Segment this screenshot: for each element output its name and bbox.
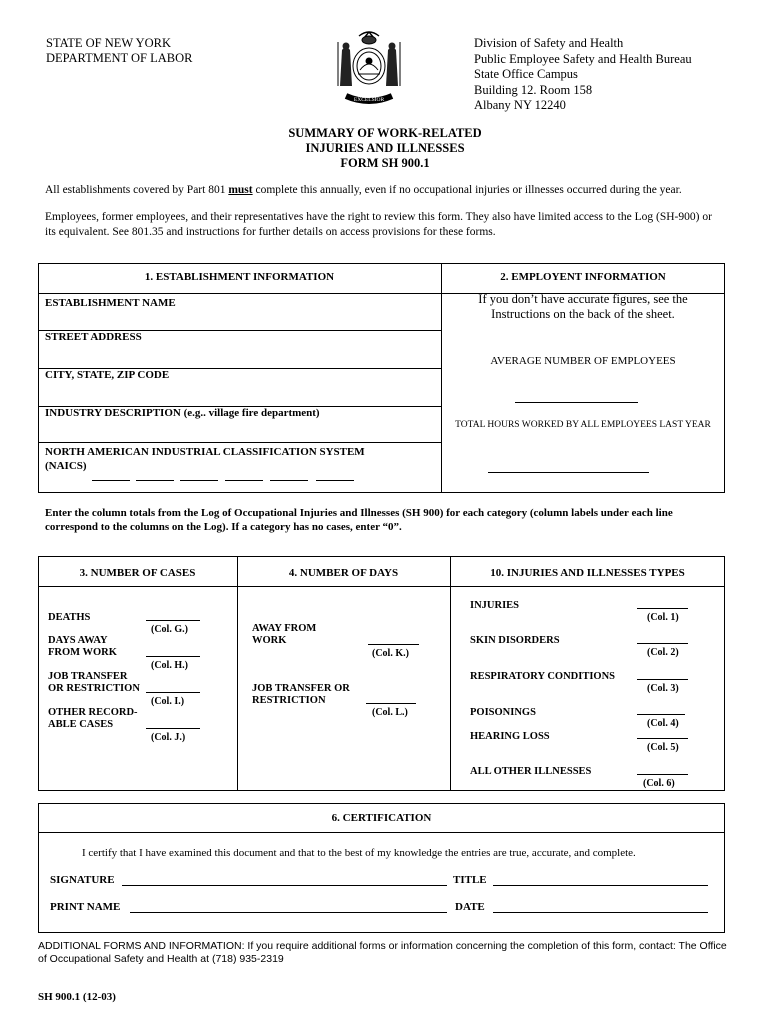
job-transfer-cases-field[interactable] <box>146 692 200 693</box>
naics-digit-field[interactable] <box>316 480 354 481</box>
injuries-field[interactable] <box>637 608 688 609</box>
title-label: TITLE <box>453 874 487 886</box>
poisonings-field[interactable] <box>637 714 685 715</box>
section2-heading: 2. EMPLOYENT INFORMATION <box>500 271 666 283</box>
emphasis: must <box>228 184 253 196</box>
state-seal-icon <box>326 28 412 108</box>
section4-heading: 4. NUMBER OF DAYS <box>288 567 399 579</box>
naics-digit-field[interactable] <box>225 480 263 481</box>
col-k-note: (Col. K.) <box>372 648 409 659</box>
street-address-label[interactable]: STREET ADDRESS <box>45 331 142 343</box>
bureau-address <box>474 36 692 114</box>
days-away-from-work-label: AWAY FROM WORK <box>252 623 317 646</box>
title-line: FORM SH 900.1 <box>340 156 430 170</box>
naics-digit-field[interactable] <box>136 480 174 481</box>
date-field[interactable] <box>493 912 708 913</box>
section10-heading: 10. INJURIES AND ILLNESSES TYPES <box>490 567 685 579</box>
signature-label: SIGNATURE <box>50 874 115 886</box>
naics-digit-field[interactable] <box>180 480 218 481</box>
all-other-illnesses-label: ALL OTHER ILLNESSES <box>470 766 592 777</box>
hearing-loss-label: HEARING LOSS <box>470 731 550 742</box>
case-totals-box <box>38 556 725 791</box>
col-i-note: (Col. I.) <box>151 696 185 707</box>
intro-paragraph-1: All establishments covered by Part 801 must complete this annually, even if no occupational injuries or illnesses occurred during the year. <box>45 184 682 196</box>
days-away-from-work-field[interactable] <box>368 644 419 645</box>
days-job-transfer-label: JOB TRANSFER OR RESTRICTION <box>252 683 350 706</box>
col-4-note: (Col. 4) <box>647 718 679 729</box>
col-h-note: (Col. H.) <box>151 660 188 671</box>
respiratory-conditions-label: RESPIRATORY CONDITIONS <box>470 671 616 682</box>
naics-digit-field[interactable] <box>270 480 308 481</box>
date-label: DATE <box>455 901 485 913</box>
intro-paragraph-2: Employees, former employees, and their representatives have the right to review this form. They also have limited access to the Log (SH-900) or its equivalent. See 801.35 and instructions for further details on access provisions for these forms. <box>45 211 712 238</box>
address-line: Division of Safety and Health <box>474 36 624 50</box>
all-other-illnesses-field[interactable] <box>637 774 688 775</box>
svg-text:EXCELSIOR: EXCELSIOR <box>353 97 385 103</box>
days-job-transfer-field[interactable] <box>366 703 416 704</box>
skin-disorders-field[interactable] <box>637 643 688 644</box>
average-employees-label: AVERAGE NUMBER OF EMPLOYEES <box>490 355 676 367</box>
col-l-note: (Col. L.) <box>372 707 408 718</box>
days-away-label: DAYS AWAY FROM WORK <box>48 635 117 658</box>
deaths-field[interactable] <box>146 620 200 621</box>
print-name-label: PRINT NAME <box>50 901 121 913</box>
hearing-loss-field[interactable] <box>637 738 688 739</box>
naics-label: NORTH AMERICAN INDUSTRIAL CLASSIFICATION SYSTEM (NAICS) <box>45 446 365 472</box>
total-hours-field[interactable] <box>488 472 649 473</box>
certification-heading: 6. CERTIFICATION <box>331 812 432 824</box>
col-2-note: (Col. 2) <box>647 647 679 658</box>
establishment-name-label[interactable]: ESTABLISHMENT NAME <box>45 297 176 309</box>
employment-note: If you don’t have accurate figures, see the Instructions on the back of the sheet. <box>478 292 688 321</box>
title-line: INJURIES AND ILLNESSES <box>305 141 465 155</box>
address-line: Albany NY 12240 <box>474 98 566 112</box>
city-state-zip-label[interactable]: CITY, STATE, ZIP CODE <box>45 369 170 381</box>
col-1-note: (Col. 1) <box>647 612 679 623</box>
injuries-label: INJURIES <box>470 600 520 611</box>
days-away-field[interactable] <box>146 656 200 657</box>
col-g-note: (Col. G.) <box>151 624 188 635</box>
title-line: SUMMARY OF WORK-RELATED <box>288 126 482 140</box>
col-5-note: (Col. 5) <box>647 742 679 753</box>
col-3-note: (Col. 3) <box>647 683 679 694</box>
other-recordable-label: OTHER RECORD- ABLE CASES <box>48 707 138 730</box>
instructions-text: Enter the column totals from the Log of Occupational Injuries and Illnesses (SH 900) for each category (column labels under each line correspond to the columns on the Log). If a category has no cases, enter “0”. <box>45 507 673 533</box>
industry-description-label[interactable]: INDUSTRY DESCRIPTION (e.g.. village fire department) <box>45 407 320 419</box>
address-line: Building 12. Room 158 <box>474 82 593 97</box>
section3-heading: 3. NUMBER OF CASES <box>79 567 196 579</box>
address-line: Public Employee Safety and Health Bureau <box>474 51 692 66</box>
col-j-note: (Col. J.) <box>151 732 186 743</box>
respiratory-conditions-field[interactable] <box>637 679 688 680</box>
form-id: SH 900.1 (12-03) <box>38 991 116 1003</box>
col-6-note: (Col. 6) <box>643 778 675 789</box>
address-line: State Office Campus <box>474 67 578 81</box>
agency-department: DEPARTMENT OF LABOR <box>46 51 193 65</box>
poisonings-label: POISONINGS <box>470 707 536 718</box>
form-title <box>0 126 770 171</box>
title-field[interactable] <box>493 885 708 886</box>
average-employees-field[interactable] <box>515 402 638 403</box>
additional-info-text: ADDITIONAL FORMS AND INFORMATION: If you require additional forms or information concerning the completion of this form, contact: The Office of Occupational Safety and Health at (718) 935-2319 <box>38 940 727 965</box>
total-hours-label: TOTAL HOURS WORKED BY ALL EMPLOYEES LAST YEAR <box>455 420 711 430</box>
job-transfer-cases-label: JOB TRANSFER OR RESTRICTION <box>48 671 140 694</box>
section1-heading: 1. ESTABLISHMENT INFORMATION <box>144 271 335 283</box>
certification-statement: I certify that I have examined this document and that to the best of my knowledge the entries are true, accurate, and complete. <box>82 847 636 859</box>
agency-block <box>46 36 193 66</box>
signature-field[interactable] <box>122 885 447 886</box>
skin-disorders-label: SKIN DISORDERS <box>470 635 560 646</box>
agency-state: STATE OF NEW YORK <box>46 36 172 50</box>
other-recordable-field[interactable] <box>146 728 200 729</box>
print-name-field[interactable] <box>130 912 447 913</box>
deaths-label: DEATHS <box>48 612 91 623</box>
naics-digit-field[interactable] <box>92 480 130 481</box>
